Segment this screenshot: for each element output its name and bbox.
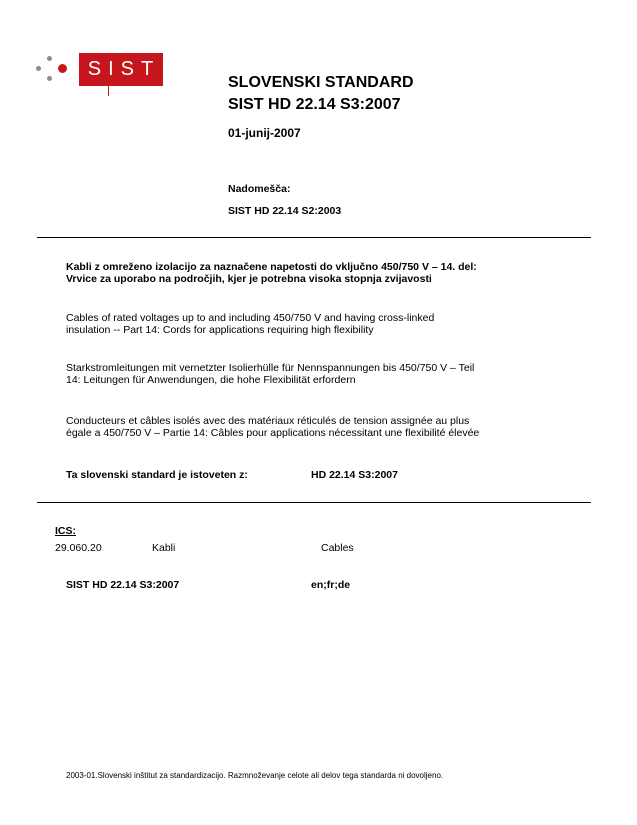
title-de-line1: Starkstromleitungen mit vernetzter Isolierhülle für Nennspannungen bis 450/750 V – Teil	[66, 362, 475, 374]
title-slovenian	[66, 261, 576, 285]
title-german	[66, 362, 576, 386]
standard-heading: SLOVENSKI STANDARD	[228, 74, 414, 91]
title-en-line2: insulation -- Part 14: Cords for applications requiring high flexibility	[66, 324, 374, 336]
logo-wordmark: SIST	[79, 53, 163, 86]
logo-dot-icon	[47, 76, 52, 81]
publication-date: 01-junij-2007	[228, 126, 301, 140]
ics-label: ICS:	[55, 525, 76, 537]
ics-name-sl: Kabli	[152, 542, 176, 554]
logo-dot-icon	[47, 56, 52, 61]
logo-dot-icon	[58, 64, 67, 73]
identical-label: Ta slovenski standard je istoveten z:	[66, 469, 248, 481]
title-en-line1: Cables of rated voltages up to and including 450/750 V and having cross-linked	[66, 312, 435, 324]
logo-dot-icon	[36, 66, 41, 71]
copyright-footer: 2003-01.Slovenski inštitut za standardizacijo. Razmnoževanje celote ali delov tega standarda ni dovoljeno.	[66, 771, 444, 780]
title-sl-line2: Vrvice za uporabo na področjih, kjer je potrebna visoka stopnja zvijavosti	[66, 273, 432, 285]
logo-divider	[108, 86, 109, 96]
identical-value: HD 22.14 S3:2007	[311, 469, 398, 481]
standard-code: SIST HD 22.14 S3:2007	[228, 96, 401, 113]
languages: en;fr;de	[311, 579, 351, 591]
divider-top	[37, 237, 591, 238]
title-de-line2: 14: Leitungen für Anwendungen, die hohe Flexibilität erfordern	[66, 374, 356, 386]
ics-name-en: Cables	[321, 542, 354, 554]
ics-code: 29.060.20	[55, 542, 102, 554]
divider-bottom	[37, 502, 591, 503]
title-fr-line2: égale a 450/750 V – Partie 14: Câbles pour applications nécessitant une flexibilité élevée	[66, 427, 480, 439]
replaces-label: Nadomešča:	[228, 183, 291, 195]
replaces-value: SIST HD 22.14 S2:2003	[228, 205, 342, 217]
title-fr-line1: Conducteurs et câbles isolés avec des matériaux réticulés de tension assignée au plus	[66, 415, 470, 427]
bottom-standard-code: SIST HD 22.14 S3:2007	[66, 579, 180, 591]
title-french	[66, 415, 576, 439]
title-sl-line1: Kabli z omreženo izolacijo za naznačene napetosti do vključno 450/750 V – 14. del:	[66, 261, 477, 273]
title-english	[66, 312, 576, 336]
